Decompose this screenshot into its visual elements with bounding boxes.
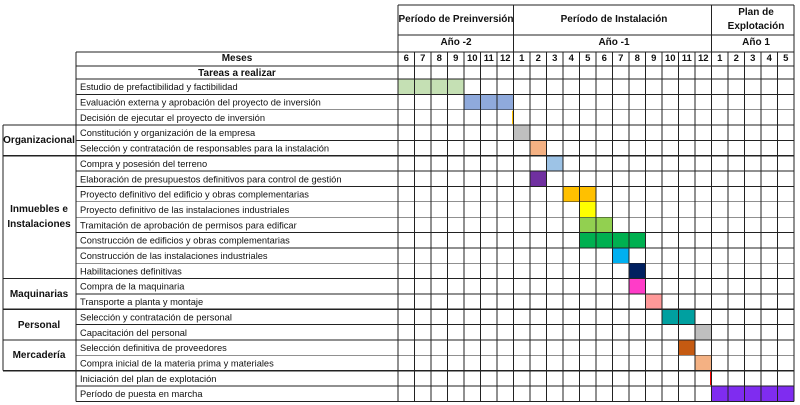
month-label: 4: [568, 53, 574, 64]
task-label: Compra y posesión del terreno: [80, 158, 208, 169]
task-bar: [679, 340, 696, 355]
task-bar: [613, 248, 630, 263]
task-label: Proyecto definitivo del edificio y obras complementarias: [80, 189, 309, 200]
grid-layer: [3, 5, 794, 401]
month-label: 3: [552, 53, 558, 64]
month-label: 12: [499, 53, 511, 64]
month-label: 8: [634, 53, 640, 64]
task-bar: [580, 202, 597, 217]
task-bar: [695, 325, 712, 340]
month-label: 9: [453, 53, 459, 64]
period-preinversion: Período de Preinversión: [398, 14, 514, 25]
month-label: 6: [601, 53, 607, 64]
task-label: Compra de la maquinaria: [80, 281, 185, 292]
category-mercaderia: Mercadería: [12, 350, 66, 361]
year-1: Año 1: [742, 37, 770, 48]
task-bar: [695, 355, 712, 370]
task-label: Selección y contratación de personal: [80, 312, 232, 323]
task-label: Elaboración de presupuestos definitivos para control de gestión: [80, 174, 342, 185]
month-label: 8: [436, 53, 442, 64]
month-label: 4: [766, 53, 772, 64]
period-instalacion: Período de Instalación: [560, 14, 668, 25]
period-explotacion-line1: Plan de: [738, 7, 774, 18]
task-bar: [629, 263, 646, 278]
task-labels: [80, 82, 342, 399]
month-label: 9: [651, 53, 657, 64]
month-label: 11: [483, 53, 494, 64]
task-label: Habilitaciones definitivas: [80, 266, 182, 277]
category-personal: Personal: [17, 320, 61, 331]
task-label: Construcción de edificios y obras complementarias: [80, 235, 290, 246]
category-inmuebles-line1: Inmuebles e: [10, 204, 68, 215]
category-maquinarias: Maquinarias: [9, 289, 69, 300]
task-bar: [547, 156, 564, 171]
task-label: Iniciación del plan de explotación: [80, 373, 217, 384]
month-label: 2: [733, 53, 739, 64]
task-label: Proyecto definitivo de las instalaciones industriales: [80, 204, 290, 215]
task-bar: [530, 171, 547, 186]
year-minus-2: Año -2: [440, 37, 472, 48]
task-label: Selección definitiva de proveedores: [80, 343, 227, 354]
task-label: Decisión de ejecutar el proyecto de inversión: [80, 112, 266, 123]
month-label: 10: [664, 53, 676, 64]
month-label: 2: [535, 53, 541, 64]
month-label: 6: [403, 53, 409, 64]
task-label: Evaluación externa y aprobación del proyecto de inversión: [80, 97, 321, 108]
month-label: 10: [466, 53, 478, 64]
task-label: Transporte a planta y montaje: [80, 297, 204, 308]
month-label: 7: [618, 53, 624, 64]
year-minus-1: Año -1: [598, 37, 630, 48]
task-label: Construcción de las instalaciones industriales: [80, 251, 268, 262]
month-label: 1: [519, 53, 525, 64]
month-label: 1: [717, 53, 723, 64]
months-header: Meses: [221, 53, 253, 64]
month-label: 11: [681, 53, 692, 64]
task-label: Estudio de prefactibilidad y factibilidad: [80, 82, 238, 93]
task-label: Capacitación del personal: [80, 327, 187, 338]
category-inmuebles-line2: Instalaciones: [7, 219, 71, 230]
task-bar: [712, 386, 795, 401]
tasks-header: Tareas a realizar: [198, 68, 276, 79]
month-label: 5: [585, 53, 591, 64]
task-label: Constitución y organización de la empresa: [80, 128, 256, 139]
category-organizacional: Organizacional: [3, 135, 75, 146]
month-label: 7: [420, 53, 426, 64]
task-bar: [530, 140, 547, 155]
task-bar: [514, 125, 531, 140]
task-label: Selección y contratación de responsables para la instalación: [80, 143, 330, 154]
task-label: Compra inicial de la materia prima y materiales: [80, 358, 274, 369]
task-bar: [646, 294, 663, 309]
task-bar: [629, 279, 646, 294]
period-explotacion-line2: Explotación: [727, 21, 785, 32]
month-label: 3: [750, 53, 756, 64]
task-label: Tramitación de aprobación de permisos para edificar: [80, 220, 297, 231]
month-label: 12: [697, 53, 709, 64]
task-label: Período de puesta en marcha: [80, 389, 203, 400]
task-bar: [464, 94, 514, 109]
month-label: 5: [783, 53, 789, 64]
